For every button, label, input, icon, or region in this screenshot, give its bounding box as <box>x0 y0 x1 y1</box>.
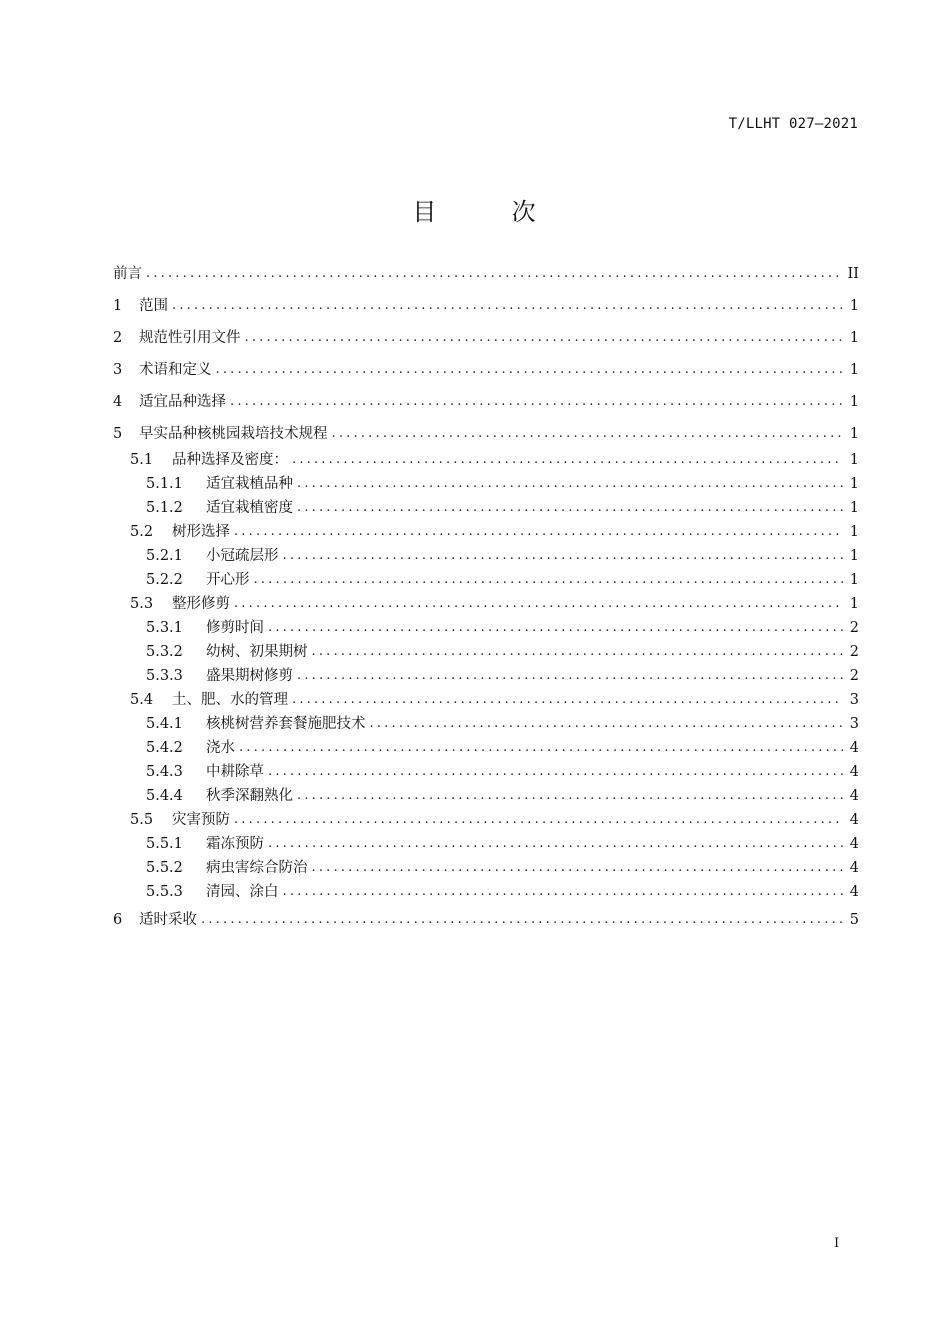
toc-entry-number: 5.5.3 <box>146 884 183 900</box>
toc-leader-dots <box>297 786 843 806</box>
toc-entry-page: 1 <box>849 362 859 378</box>
toc-entry-label: 清园、涂白 <box>206 884 279 900</box>
toc-entry-number: 5.4 <box>130 692 154 708</box>
toc-entry[interactable] <box>113 392 859 412</box>
toc-entry[interactable] <box>146 738 859 758</box>
toc-leader-dots <box>245 328 844 348</box>
toc-leader-dots <box>201 910 843 930</box>
toc-entry[interactable] <box>146 786 859 806</box>
toc-entry[interactable] <box>113 328 859 348</box>
toc-entry[interactable] <box>146 666 859 686</box>
toc-leader-dots <box>292 690 843 710</box>
toc-leader-dots <box>172 296 843 316</box>
toc-entry-page: 4 <box>849 860 859 876</box>
toc-entry-label: 土、肥、水的管理 <box>172 692 288 708</box>
toc-entry-number: 5.5 <box>130 812 154 828</box>
toc-leader-dots <box>297 666 843 686</box>
toc-entry[interactable] <box>113 910 859 930</box>
toc-entry-page: 5 <box>849 912 859 928</box>
toc-entry-page: 1 <box>849 426 859 442</box>
toc-entry-number: 5.3.3 <box>146 668 183 684</box>
toc-entry-number: 5.1.1 <box>146 476 183 492</box>
toc-entry[interactable] <box>113 424 859 444</box>
toc-entry-label: 适时采收 <box>139 912 197 928</box>
toc-entry[interactable] <box>146 714 859 734</box>
toc-leader-dots <box>234 522 843 542</box>
toc-leader-dots <box>283 546 844 566</box>
toc-entry-page: 3 <box>849 692 859 708</box>
toc-leader-dots <box>234 594 843 614</box>
toc-entry-number: 5.2.1 <box>146 548 183 564</box>
toc-entry-label: 核桃树营养套餐施肥技术 <box>206 716 366 732</box>
page-number: I <box>834 1236 840 1251</box>
toc-entry[interactable] <box>130 522 859 542</box>
toc-leader-dots <box>234 810 843 830</box>
toc-entry-label: 秋季深翻熟化 <box>206 788 293 804</box>
toc-leader-dots <box>292 450 843 470</box>
toc-entry-page: 4 <box>849 812 859 828</box>
toc-entry-label: 小冠疏层形 <box>206 548 279 564</box>
toc-entry-number: 5.3 <box>130 596 154 612</box>
title-char-right: 次 <box>511 198 538 226</box>
toc-entry-page: 1 <box>849 298 859 314</box>
toc-entry-number: 5.2 <box>130 524 154 540</box>
toc-entry-number: 5.1 <box>130 452 154 468</box>
toc-entry-page: 3 <box>849 716 859 732</box>
toc-entry-page: 2 <box>849 668 859 684</box>
toc-entry-number: 5.1.2 <box>146 500 183 516</box>
toc-entry-page: 4 <box>849 884 859 900</box>
toc-leader-dots <box>268 762 843 782</box>
toc-leader-dots <box>230 392 843 412</box>
toc-leader-dots <box>332 424 844 444</box>
toc-entry-page: 1 <box>849 394 859 410</box>
toc-entry[interactable] <box>146 498 859 518</box>
toc-entry[interactable] <box>130 810 859 830</box>
toc-leader-dots <box>297 474 843 494</box>
toc-entry-number: 5.3.2 <box>146 644 183 660</box>
toc-entry-number: 5.4.1 <box>146 716 183 732</box>
toc-entry[interactable] <box>146 474 859 494</box>
toc-entry[interactable] <box>146 618 859 638</box>
toc-entry-page: 2 <box>849 620 859 636</box>
toc-leader-dots <box>254 570 844 590</box>
toc-entry-label: 修剪时间 <box>206 620 264 636</box>
toc-entry-page: 1 <box>849 524 859 540</box>
toc-entry-label: 前言 <box>113 266 142 282</box>
toc-entry-label: 灾害预防 <box>172 812 230 828</box>
toc-entry-label: 适宜栽植品种 <box>206 476 293 492</box>
toc-entry-label: 范围 <box>139 298 168 314</box>
toc-entry-label: 适宜栽植密度 <box>206 500 293 516</box>
toc-entry-page: 4 <box>849 764 859 780</box>
toc-entry-number: 5.4.2 <box>146 740 183 756</box>
toc-entry-number: 6 <box>113 912 123 928</box>
title-char-left: 目 <box>412 198 439 226</box>
toc-leader-dots <box>268 834 843 854</box>
toc-entry[interactable] <box>146 858 859 878</box>
toc-entry[interactable] <box>146 834 859 854</box>
toc-entry[interactable] <box>146 642 859 662</box>
toc-entry[interactable] <box>130 450 859 470</box>
toc-entry-label: 开心形 <box>206 572 250 588</box>
toc-entry-number: 1 <box>113 298 123 314</box>
toc-entry[interactable] <box>130 690 859 710</box>
toc-entry-page: 1 <box>849 500 859 516</box>
toc-entry-number: 5 <box>113 426 123 442</box>
toc-leader-dots <box>239 738 843 758</box>
toc-entry-label: 整形修剪 <box>172 596 230 612</box>
toc-entry-label: 早实品种核桃园栽培技术规程 <box>139 426 328 442</box>
toc-entry-page: 1 <box>849 548 859 564</box>
toc-entry[interactable] <box>113 360 859 380</box>
toc-entry-label: 适宜品种选择 <box>139 394 226 410</box>
toc-leader-dots <box>268 618 843 638</box>
toc-entry-number: 5.3.1 <box>146 620 183 636</box>
toc-entry-number: 2 <box>113 330 123 346</box>
toc-entry-label: 规范性引用文件 <box>139 330 241 346</box>
toc-entry-number: 4 <box>113 394 123 410</box>
toc-leader-dots <box>146 264 843 284</box>
toc-entry[interactable] <box>130 594 859 614</box>
toc-leader-dots <box>283 882 844 902</box>
toc-entry-number: 3 <box>113 362 123 378</box>
toc-entry-label: 术语和定义 <box>139 362 212 378</box>
toc-entry-label: 品种选择及密度： <box>172 452 288 468</box>
toc-leader-dots <box>312 858 844 878</box>
toc-entry[interactable] <box>113 264 859 284</box>
toc-leader-dots <box>312 642 844 662</box>
toc-leader-dots <box>216 360 844 380</box>
toc-entry-page: 4 <box>849 836 859 852</box>
toc-entry[interactable] <box>113 296 859 316</box>
toc-entry-number: 5.4.4 <box>146 788 183 804</box>
toc-entry-page: II <box>847 266 859 282</box>
toc-leader-dots <box>370 714 844 734</box>
toc-entry-number: 5.5.2 <box>146 860 183 876</box>
toc-entry-label: 盛果期树修剪 <box>206 668 293 684</box>
toc-entry-number: 5.4.3 <box>146 764 183 780</box>
toc-entry-number: 5.5.1 <box>146 836 183 852</box>
toc-entry-page: 1 <box>849 572 859 588</box>
toc-entry-page: 2 <box>849 644 859 660</box>
toc-entry-page: 1 <box>849 330 859 346</box>
toc-leader-dots <box>297 498 843 518</box>
toc-entry-page: 1 <box>849 596 859 612</box>
toc-entry-label: 浇水 <box>206 740 235 756</box>
document-code: T/LLHT 027—2021 <box>728 116 858 132</box>
toc-entry-page: 1 <box>849 452 859 468</box>
toc-entry-page: 4 <box>849 788 859 804</box>
toc-entry[interactable] <box>146 762 859 782</box>
toc-entry-label: 树形选择 <box>172 524 230 540</box>
toc-entry-page: 4 <box>849 740 859 756</box>
toc-entry-label: 中耕除草 <box>206 764 264 780</box>
toc-entry[interactable] <box>146 570 859 590</box>
toc-entry-label: 霜冻预防 <box>206 836 264 852</box>
toc-entry[interactable] <box>146 546 859 566</box>
toc-entry-number: 5.2.2 <box>146 572 183 588</box>
toc-entry-label: 病虫害综合防治 <box>206 860 308 876</box>
page-title <box>0 192 950 227</box>
toc-entry[interactable] <box>146 882 859 902</box>
toc-entry-label: 幼树、初果期树 <box>206 644 308 660</box>
toc-entry-page: 1 <box>849 476 859 492</box>
